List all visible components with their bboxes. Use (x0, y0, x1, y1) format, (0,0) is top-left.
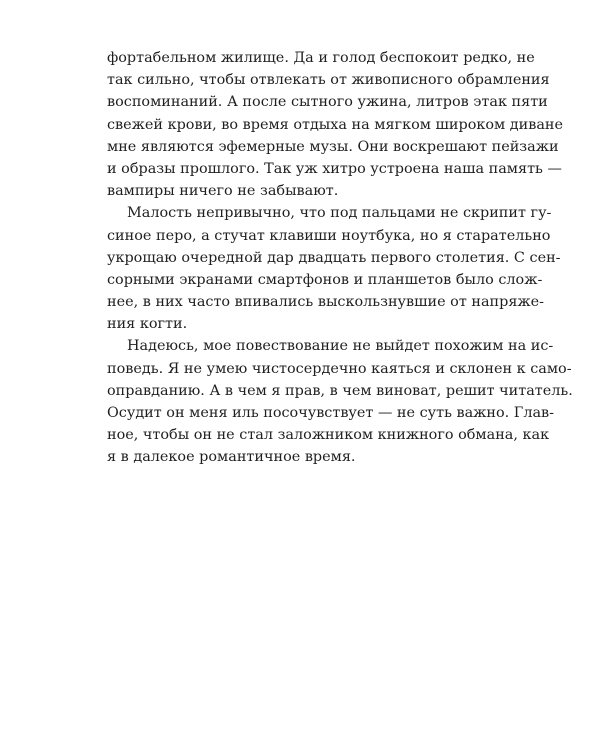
text-line: фортабельном жилище. Да и голод беспокоит редко, не (107, 50, 535, 66)
text-line: синое перо, а стучат клавиши ноутбука, но я старательно (107, 227, 551, 244)
text-line: оправданию. А в чем я прав, в чем виноват, решит читатель. (107, 382, 573, 399)
text-line: сорными экранами смартфонов и планшетов было слож- (107, 271, 543, 288)
text-line: свежей крови, во время отдыха на мягком широком диване (107, 116, 564, 133)
text-line: нее, в них часто впивались выскользнувшие от напряже- (107, 294, 545, 311)
text-line: мне являются эфемерные музы. Они воскрешают пейзажи (107, 138, 559, 155)
paragraph (107, 335, 573, 468)
text-line: я в далекое романтичное время. (107, 449, 356, 466)
body-text (107, 47, 573, 469)
text-line: ное, чтобы он не стал заложником книжного обмана, как (107, 427, 550, 444)
text-line: Малость непривычно, что под пальцами не скрипит гу- (127, 205, 552, 222)
text-line: так сильно, чтобы отвлекать от живописного обрамления (107, 72, 550, 89)
paragraph (107, 202, 561, 335)
text-line: и образы прошлого. Так уж хитро устроена наша память — (107, 160, 562, 177)
text-line: укрощаю очередной дар двадцать первого столетия. С сен- (107, 249, 561, 266)
text-line: ния когти. (107, 316, 188, 333)
text-line: Надеюсь, мое повествование не выйдет похожим на ис- (127, 338, 554, 355)
text-line: вампиры ничего не забывают. (107, 183, 339, 200)
paragraph (107, 47, 564, 202)
text-line: Осудит он меня иль посочувствует — не суть важно. Глав- (107, 405, 555, 421)
text-line: поведь. Я не умею чистосердечно каяться и склонен к само- (107, 360, 572, 377)
text-line: воспоминаний. А после сытного ужина, литров этак пяти (107, 94, 548, 111)
